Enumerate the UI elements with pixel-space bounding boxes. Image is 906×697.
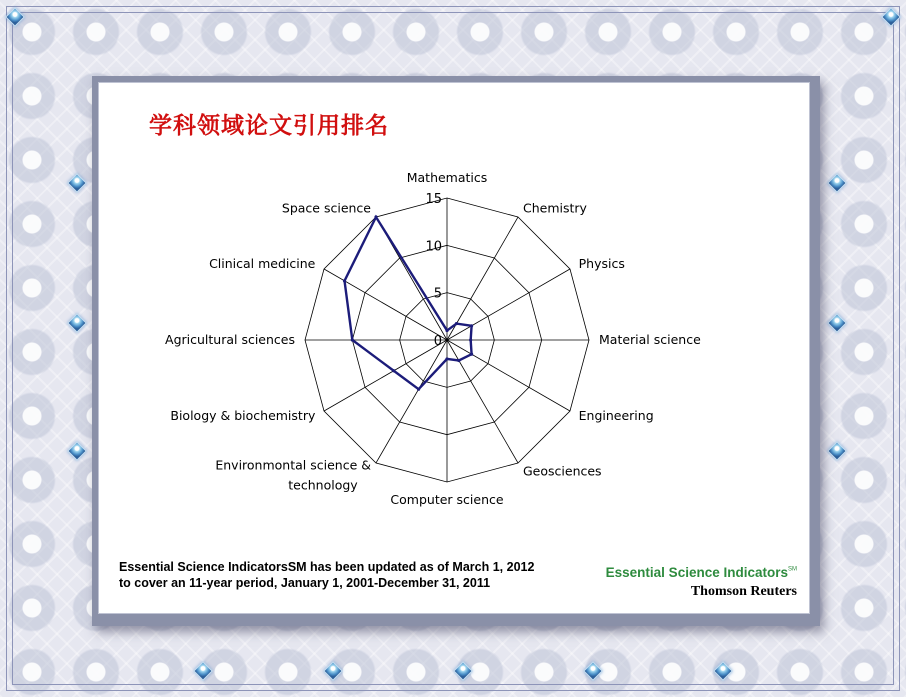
radar-data-point bbox=[457, 359, 460, 362]
crystal-gem-icon bbox=[67, 441, 87, 461]
radar-data-point bbox=[445, 329, 448, 332]
crystal-gem-icon bbox=[827, 173, 847, 193]
radar-category-label: Engineering bbox=[578, 408, 654, 423]
brand-name bbox=[606, 564, 797, 582]
radar-category-label: Material science bbox=[599, 332, 701, 347]
radar-tick-label: 15 bbox=[425, 192, 442, 207]
radar-data-point bbox=[392, 369, 395, 372]
radar-category-label: Agricultural sciences bbox=[165, 332, 295, 347]
radar-category-label: Clinical medicine bbox=[209, 256, 316, 271]
radar-category-label: Geosciences bbox=[523, 463, 602, 479]
radar-category-label: Space science bbox=[281, 200, 371, 216]
brand-service-mark: SM bbox=[788, 566, 797, 573]
crystal-gem-icon bbox=[827, 441, 847, 461]
crystal-gem-icon bbox=[453, 661, 473, 681]
radar-spoke bbox=[376, 340, 447, 463]
radar-data-point bbox=[469, 338, 472, 341]
brand-block bbox=[606, 564, 797, 600]
radar-tick-label: 0 bbox=[433, 334, 442, 349]
radar-data-point bbox=[351, 338, 354, 341]
radar-data-point bbox=[470, 324, 473, 327]
radar-series-line bbox=[345, 217, 472, 389]
radar-spoke bbox=[324, 340, 447, 411]
radar-tick-label: 5 bbox=[433, 286, 442, 302]
radar-data-point bbox=[445, 357, 448, 360]
radar-category-label: Biology & biochemistry bbox=[170, 408, 316, 423]
update-note-line-2: to cover an 11-year period, January 1, 2001-December 31, 2011 bbox=[119, 576, 491, 590]
radar-category-label: Mathematics bbox=[406, 170, 488, 185]
radar-category-label: Computer science bbox=[390, 492, 504, 507]
crystal-gem-icon bbox=[67, 173, 87, 193]
brand-company: Thomson Reuters bbox=[690, 584, 797, 599]
radar-data-point bbox=[343, 279, 346, 282]
radar-spoke bbox=[447, 340, 518, 463]
crystal-gem-icon bbox=[583, 661, 603, 681]
slide-title: 学科领域论文引用排名 bbox=[149, 113, 389, 139]
crystal-gem-icon bbox=[5, 7, 25, 27]
radar-data-point bbox=[417, 388, 420, 391]
crystal-gem-icon bbox=[827, 313, 847, 333]
crystal-gem-icon bbox=[67, 313, 87, 333]
radar-category-label: Physics bbox=[578, 256, 625, 271]
slide-panel bbox=[98, 82, 810, 614]
radar-spoke bbox=[324, 269, 447, 340]
radar-category-label: Environmontal science & technology bbox=[215, 457, 371, 493]
radar-tick-label: 10 bbox=[425, 239, 442, 255]
radar-category-label: Chemistry bbox=[523, 200, 587, 216]
radar-chart bbox=[99, 83, 809, 553]
crystal-gem-icon bbox=[193, 661, 213, 681]
radar-data-point bbox=[455, 322, 458, 325]
crystal-gem-icon bbox=[323, 661, 343, 681]
crystal-gem-icon bbox=[881, 7, 901, 27]
radar-data-point bbox=[374, 215, 377, 218]
radar-spoke bbox=[447, 340, 570, 411]
crystal-gem-icon bbox=[713, 661, 733, 681]
brand-name-text: Essential Science Indicators bbox=[605, 565, 788, 580]
update-note bbox=[119, 559, 589, 591]
radar-spoke bbox=[447, 217, 518, 340]
radar-spoke bbox=[447, 269, 570, 340]
update-note-line-1: Essential Science IndicatorsSM has been updated as of March 1, 2012 bbox=[119, 560, 535, 574]
radar-data-point bbox=[470, 353, 473, 356]
